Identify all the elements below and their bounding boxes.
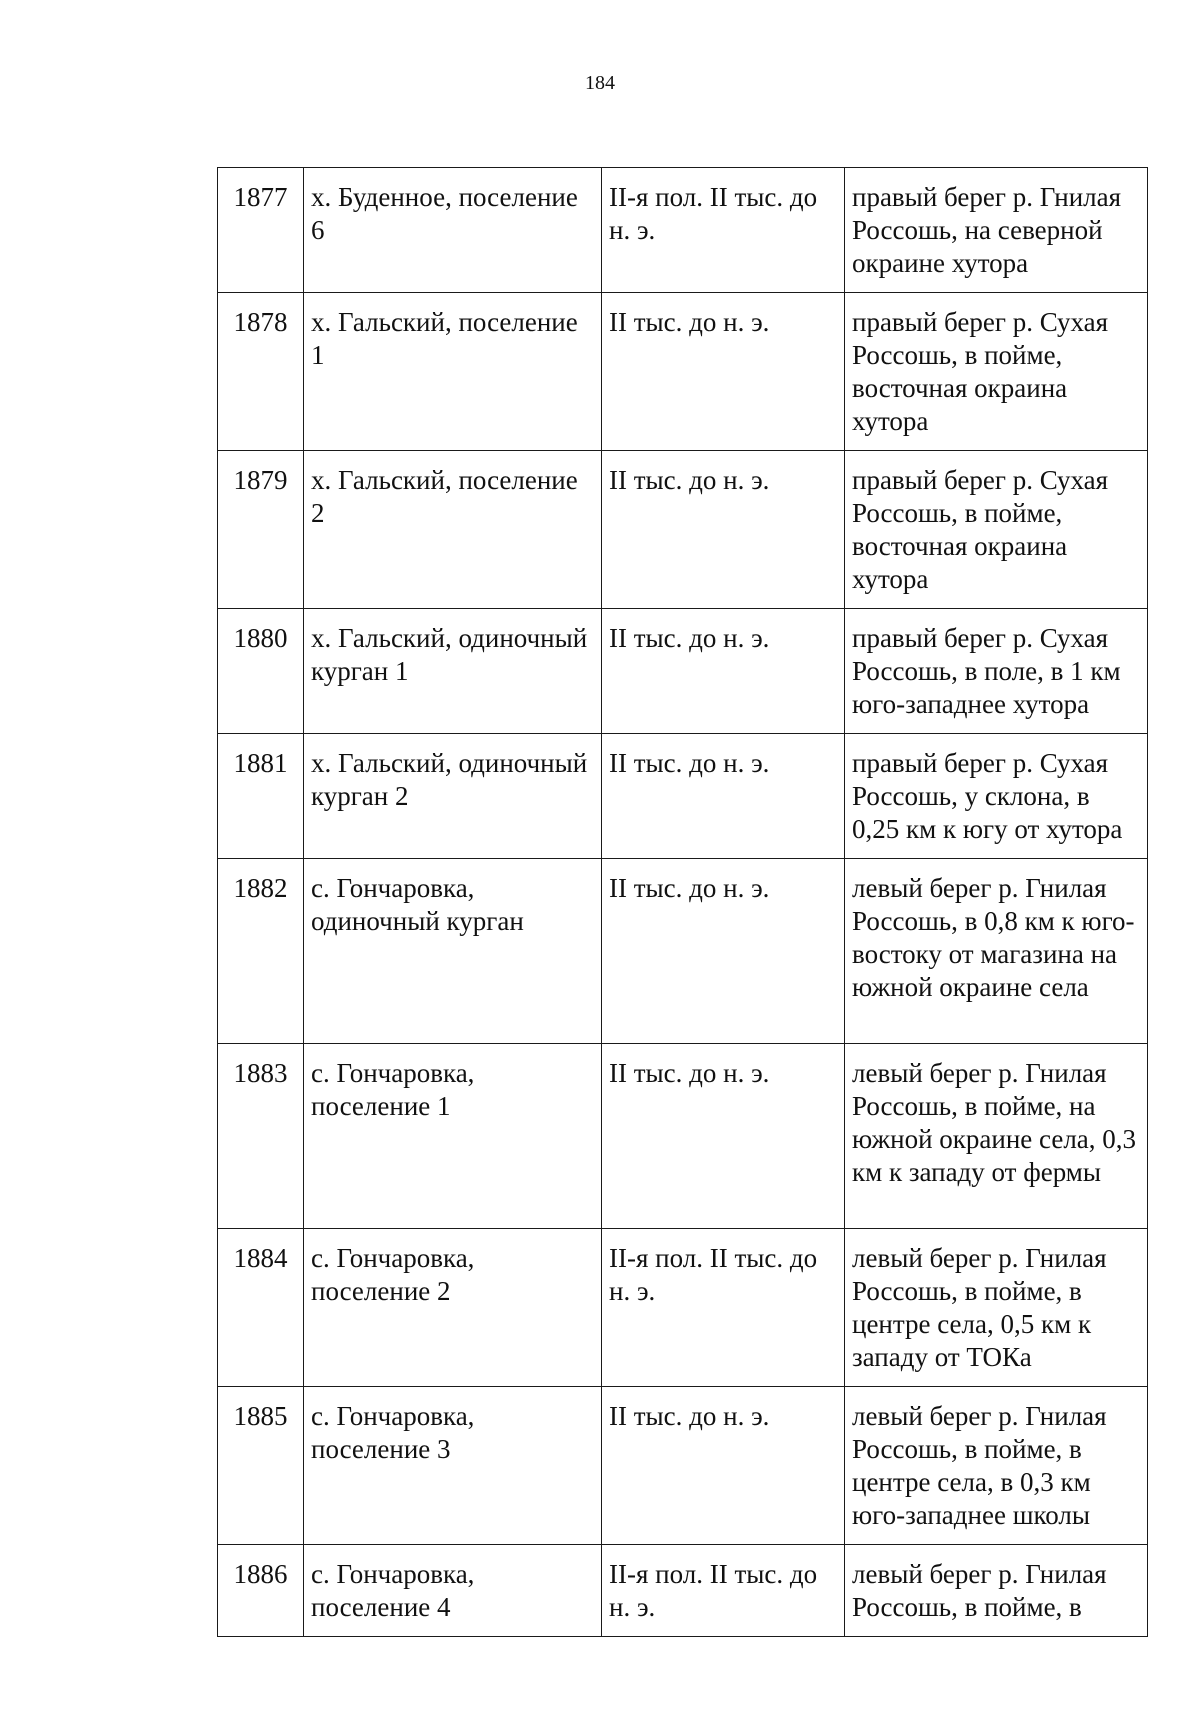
table-row <box>218 293 1148 451</box>
site-date: II-я пол. II тыс. до н. э. <box>602 1545 845 1637</box>
site-name: х. Буденное, поселение 6 <box>304 168 602 293</box>
site-name: с. Гончаровка, одиночный курган <box>304 859 602 1044</box>
site-location: левый берег р. Гнилая Россошь, в пойме, в центре села, в 0,3 км юго-западнее школы <box>845 1387 1148 1545</box>
site-location: левый берег р. Гнилая Россошь, в пойме, в <box>845 1545 1148 1637</box>
site-number: 1883 <box>218 1044 304 1229</box>
table-row <box>218 859 1148 1044</box>
site-location: правый берег р. Сухая Россошь, в пойме, восточная окраина хутора <box>845 451 1148 609</box>
site-name: х. Гальский, одиночный курган 2 <box>304 734 602 859</box>
site-number: 1878 <box>218 293 304 451</box>
site-name: с. Гончаровка, поселение 1 <box>304 1044 602 1229</box>
site-number: 1882 <box>218 859 304 1044</box>
site-location: левый берег р. Гнилая Россошь, в 0,8 км к юго-востоку от магазина на южной окраине села <box>845 859 1148 1044</box>
site-date: II тыс. до н. э. <box>602 1044 845 1229</box>
site-number: 1884 <box>218 1229 304 1387</box>
table-row <box>218 1387 1148 1545</box>
site-location: правый берег р. Сухая Россошь, в поле, в 1 км юго-западнее хутора <box>845 609 1148 734</box>
site-name: с. Гончаровка, поселение 3 <box>304 1387 602 1545</box>
site-location: правый берег р. Сухая Россошь, у склона, в 0,25 км к югу от хутора <box>845 734 1148 859</box>
site-name: х. Гальский, одиночный курган 1 <box>304 609 602 734</box>
site-name: с. Гончаровка, поселение 4 <box>304 1545 602 1637</box>
table-row <box>218 168 1148 293</box>
table-row <box>218 1044 1148 1229</box>
table-row <box>218 451 1148 609</box>
site-number: 1886 <box>218 1545 304 1637</box>
site-date: II тыс. до н. э. <box>602 1387 845 1545</box>
site-location: правый берег р. Гнилая Россошь, на северной окраине хутора <box>845 168 1148 293</box>
site-number: 1877 <box>218 168 304 293</box>
table-row <box>218 609 1148 734</box>
site-number: 1881 <box>218 734 304 859</box>
site-date: II тыс. до н. э. <box>602 734 845 859</box>
site-number: 1885 <box>218 1387 304 1545</box>
site-location: левый берег р. Гнилая Россошь, в пойме, на южной окраине села, 0,3 км к западу от фермы <box>845 1044 1148 1229</box>
sites-table-body <box>218 168 1148 1637</box>
sites-table <box>217 167 1148 1637</box>
page-number: 184 <box>585 72 615 94</box>
site-date: II-я пол. II тыс. до н. э. <box>602 168 845 293</box>
site-number: 1880 <box>218 609 304 734</box>
site-name: х. Гальский, поселение 1 <box>304 293 602 451</box>
site-date: II тыс. до н. э. <box>602 859 845 1044</box>
site-date: II-я пол. II тыс. до н. э. <box>602 1229 845 1387</box>
site-location: левый берег р. Гнилая Россошь, в пойме, в центре села, 0,5 км к западу от ТОКа <box>845 1229 1148 1387</box>
table-row <box>218 734 1148 859</box>
site-date: II тыс. до н. э. <box>602 293 845 451</box>
site-name: с. Гончаровка, поселение 2 <box>304 1229 602 1387</box>
site-name: х. Гальский, поселение 2 <box>304 451 602 609</box>
site-date: II тыс. до н. э. <box>602 451 845 609</box>
site-date: II тыс. до н. э. <box>602 609 845 734</box>
table-row <box>218 1545 1148 1637</box>
site-location: правый берег р. Сухая Россошь, в пойме, восточная окраина хутора <box>845 293 1148 451</box>
table-row <box>218 1229 1148 1387</box>
site-number: 1879 <box>218 451 304 609</box>
